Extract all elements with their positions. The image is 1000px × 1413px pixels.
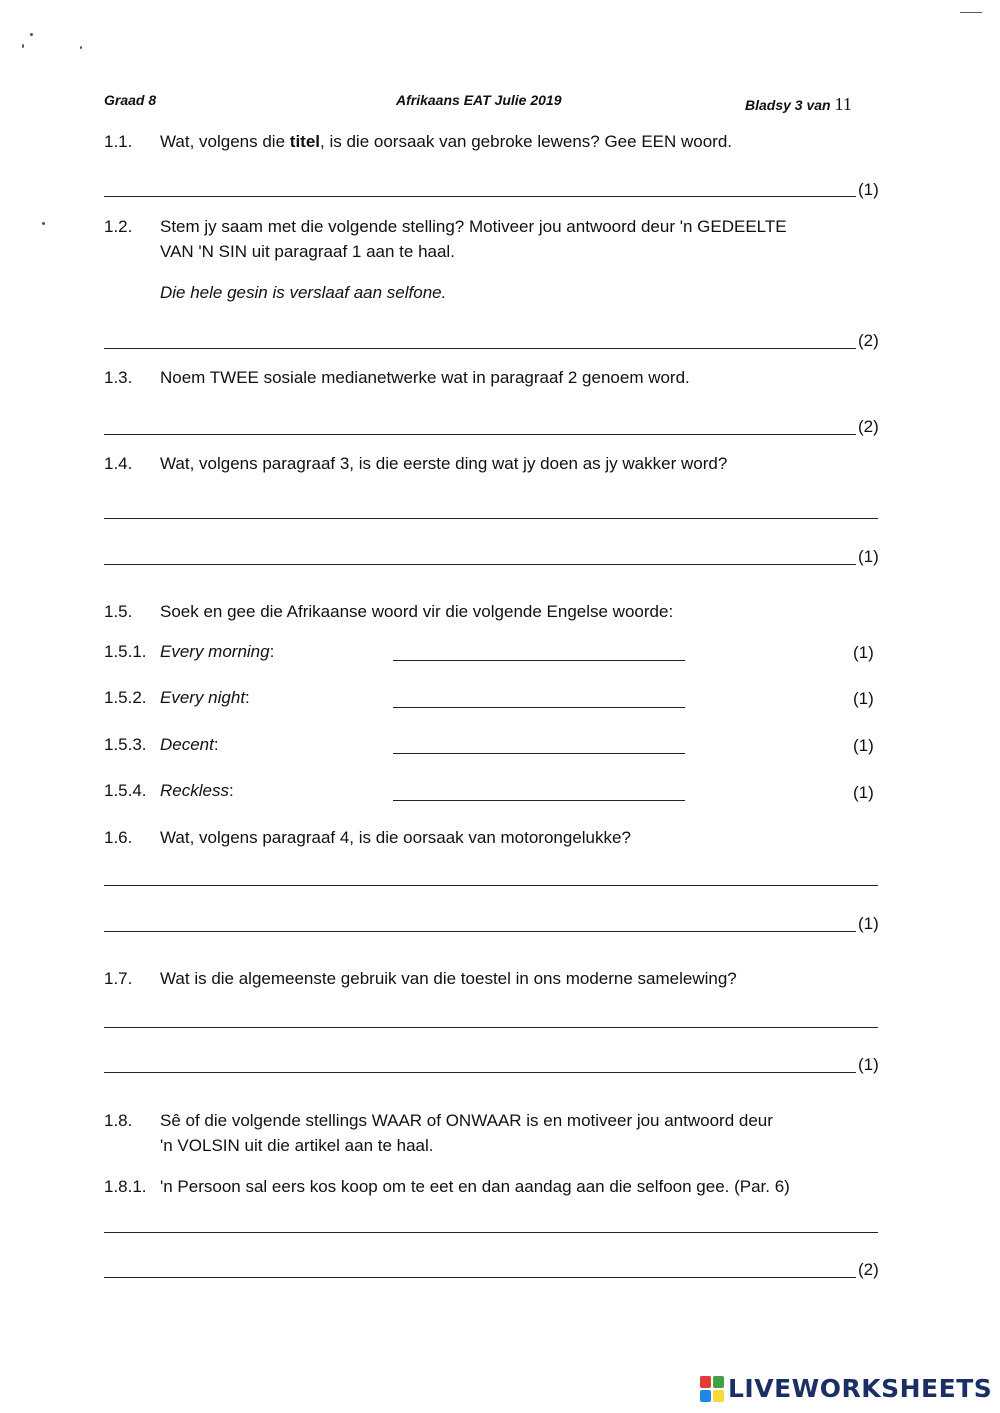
sub-question-number: 1.5.3.	[104, 735, 147, 754]
question-text: Wat, volgens paragraaf 3, is die eerste ding wat jy doen as jy wakker word?	[160, 454, 728, 473]
marks: (2)	[858, 417, 879, 436]
logo-square	[700, 1376, 711, 1388]
question-text-bold: titel	[289, 132, 321, 151]
answer-line[interactable]	[393, 707, 685, 708]
question-text-part: Wat, volgens die	[160, 132, 290, 151]
term-punct: :	[213, 735, 219, 754]
question-text: Soek en gee die Afrikaanse woord vir die volgende Engelse woorde:	[160, 602, 674, 621]
marks: (1)	[858, 180, 879, 199]
question-text: Wat is die algemeenste gebruik van die toestel in ons moderne samelewing?	[160, 969, 737, 988]
header-page	[745, 94, 852, 115]
question-text-part: , is die oorsaak van gebroke lewens? Gee EEN woord.	[320, 132, 733, 151]
answer-line[interactable]	[104, 1072, 856, 1073]
answer-line[interactable]	[104, 931, 856, 932]
term-punct: :	[245, 688, 250, 707]
scan-speck	[42, 222, 45, 225]
term-text: Every morning	[160, 642, 270, 661]
question-text: Noem TWEE sosiale medianetwerke wat in paragraaf 2 genoem word.	[160, 368, 690, 387]
question-text	[160, 130, 732, 154]
scan-speck	[22, 44, 24, 48]
question-number: 1.1.	[104, 132, 133, 151]
question-number: 1.2.	[104, 217, 133, 236]
scan-speck	[960, 12, 982, 13]
scan-speck	[30, 33, 33, 36]
term-text: Reckless	[160, 781, 229, 800]
marks: (2)	[858, 1260, 879, 1279]
sub-question-term	[160, 733, 219, 757]
sub-question-term	[160, 686, 250, 710]
question-number: 1.4.	[104, 454, 133, 473]
marks: (1)	[853, 783, 874, 802]
question-text: 'n Persoon sal eers kos koop om te eet en dan aandag aan die selfoon gee. (Par. 6)	[160, 1177, 790, 1196]
term-text: Decent	[160, 735, 214, 754]
answer-line[interactable]	[393, 800, 685, 801]
question-number: 1.7.	[104, 969, 133, 988]
question-text: Wat, volgens paragraaf 4, is die oorsaak van motorongelukke?	[160, 828, 631, 847]
question-text-line1: Sê of die volgende stellings WAAR of ONWAAR is en motiveer jou antwoord deur	[160, 1111, 773, 1130]
answer-line[interactable]	[104, 564, 856, 565]
sub-question-term	[160, 640, 274, 664]
marks: (1)	[853, 736, 874, 755]
header-page-label: Bladsy 3 van	[745, 97, 831, 113]
sub-question-number: 1.5.4.	[104, 781, 147, 800]
sub-question-number: 1.5.1.	[104, 642, 147, 661]
question-text-line2: VAN 'N SIN uit paragraaf 1 aan te haal.	[160, 242, 455, 261]
sub-question-term	[160, 779, 234, 803]
question-text-line1: Stem jy saam met die volgende stelling? Motiveer jou antwoord deur 'n GEDEELTE	[160, 217, 787, 236]
marks: (2)	[858, 331, 879, 350]
marks: (1)	[853, 689, 874, 708]
liveworksheets-text: LIVEWORKSHEETS	[728, 1374, 993, 1403]
question-text-line2: 'n VOLSIN uit die artikel aan te haal.	[160, 1136, 434, 1155]
question-1-8-line2	[160, 1134, 434, 1158]
marks: (1)	[858, 1055, 879, 1074]
term-text: Every night	[160, 688, 246, 707]
question-1-2-line2	[160, 240, 455, 264]
answer-line[interactable]	[104, 434, 856, 435]
answer-line[interactable]	[104, 1277, 856, 1278]
answer-line[interactable]	[104, 1027, 878, 1028]
question-number: 1.6.	[104, 828, 133, 847]
scan-speck	[80, 46, 82, 49]
term-punct: :	[269, 642, 275, 661]
logo-square	[713, 1390, 724, 1402]
answer-line[interactable]	[393, 660, 685, 661]
logo-square	[713, 1376, 724, 1388]
marks: (1)	[858, 547, 879, 566]
answer-line[interactable]	[393, 753, 685, 754]
liveworksheets-icon	[700, 1376, 724, 1402]
question-number: 1.3.	[104, 368, 133, 387]
question-1-2-statement: Die hele gesin is verslaaf aan selfone.	[160, 283, 447, 302]
term-punct: :	[228, 781, 234, 800]
answer-line[interactable]	[104, 196, 856, 197]
answer-line[interactable]	[104, 518, 878, 519]
logo-square	[700, 1390, 711, 1402]
marks: (1)	[853, 643, 874, 662]
liveworksheets-logo	[700, 1374, 992, 1403]
answer-line[interactable]	[104, 885, 878, 886]
question-number: 1.5.	[104, 602, 133, 621]
header-grade: Graad 8	[104, 92, 157, 108]
answer-line[interactable]	[104, 348, 856, 349]
header-title: Afrikaans EAT Julie 2019	[396, 92, 562, 108]
question-number: 1.8.	[104, 1111, 133, 1130]
header-page-total: 11	[834, 94, 852, 114]
marks: (1)	[858, 914, 879, 933]
question-number: 1.8.1.	[104, 1177, 147, 1196]
answer-line[interactable]	[104, 1232, 878, 1233]
sub-question-number: 1.5.2.	[104, 688, 147, 707]
